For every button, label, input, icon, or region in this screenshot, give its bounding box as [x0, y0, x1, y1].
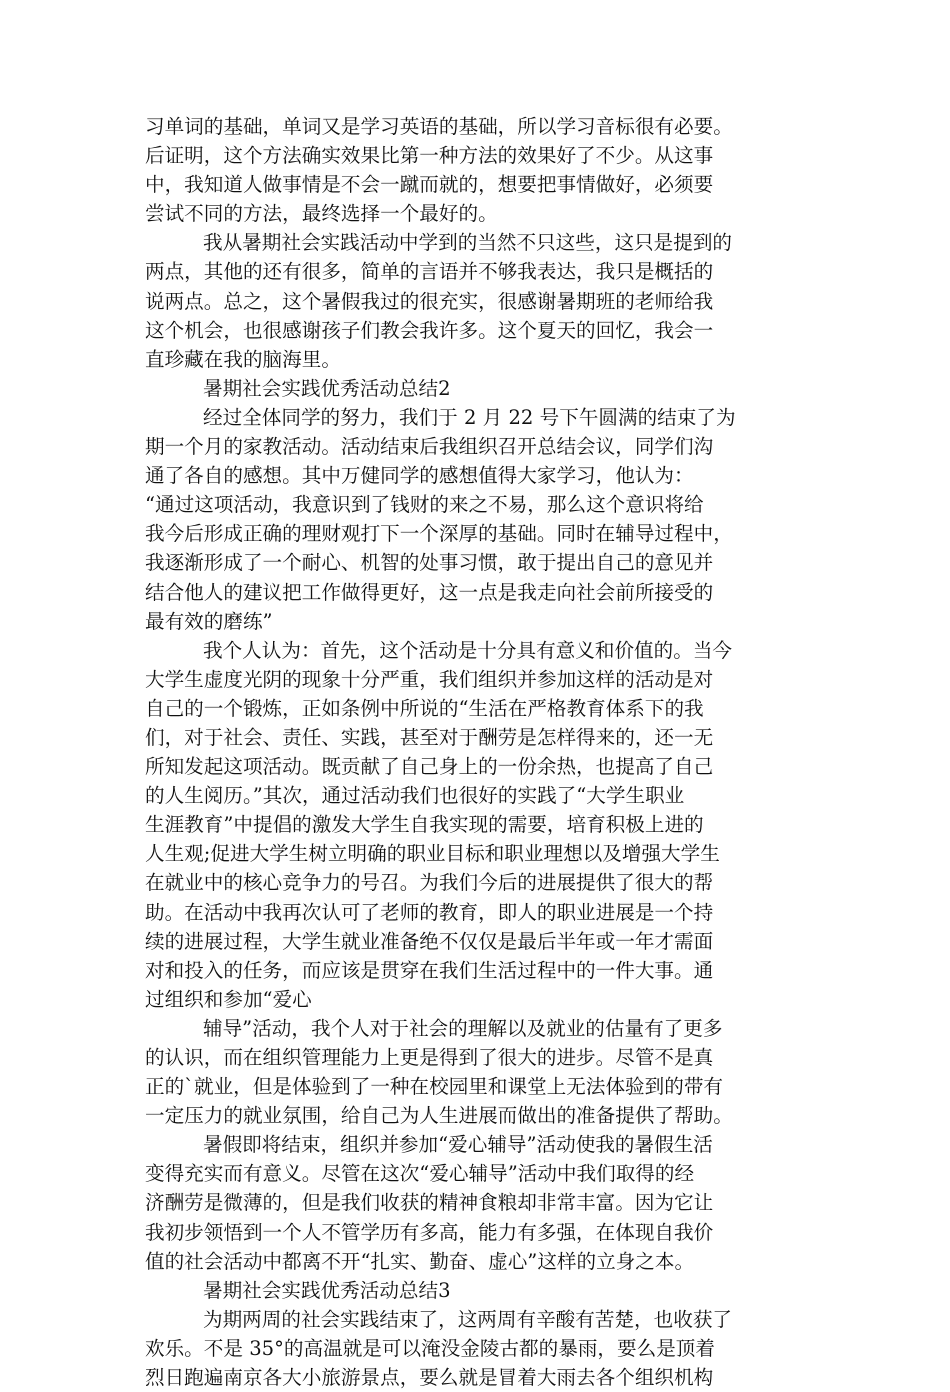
- section-heading: 暑期社会实践优秀活动总结3: [203, 1278, 451, 1302]
- text-line: 助。在活动中我再次认可了老师的教育，即人的职业进展是一个持: [145, 900, 714, 924]
- section-heading: 暑期社会实践优秀活动总结2: [203, 376, 451, 400]
- text-line: 续的进展过程，大学生就业准备绝不仅仅是最后半年或一年才需面: [145, 929, 714, 953]
- text-line: 所知发起这项活动。既贡献了自己身上的一份余热，也提高了自己: [145, 755, 714, 779]
- text-line: 说两点。总之，这个暑假我过的很充实，很感谢暑期班的老师给我: [145, 289, 714, 313]
- text-line: 直珍藏在我的脑海里。: [145, 347, 341, 371]
- text-line: 这个机会，也很感谢孩子们教会我许多。这个夏天的回忆，我会一: [145, 318, 714, 342]
- text-line: 的人生阅历。”其次，通过活动我们也很好的实践了“大学生职业: [145, 784, 685, 808]
- text-line: 值的社会活动中都离不开“扎实、勤奋、虚心”这样的立身之本。: [145, 1249, 695, 1273]
- text-line: 正的`就业，但是体验到了一种在校园里和课堂上无法体验到的带有: [145, 1075, 724, 1099]
- paragraph-first-line: 我从暑期社会实践活动中学到的当然不只这些，这只是提到的: [203, 231, 733, 255]
- text-line: 自己的一个锻炼，正如条例中所说的“生活在严格教育体系下的我: [145, 696, 704, 720]
- text-line: 过组织和参加“爱心: [145, 987, 312, 1011]
- text-line: 大学生虚度光阴的现象十分严重，我们组织并参加这样的活动是对: [145, 667, 714, 691]
- text-line: 对和投入的任务，而应该是贯穿在我们生活过程中的一件大事。通: [145, 958, 714, 982]
- text-line: 两点，其他的还有很多，简单的言语并不够我表达，我只是概括的: [145, 260, 714, 284]
- text-line: 结合他人的建议把工作做得更好，这一点是我走向社会前所接受的: [145, 580, 714, 604]
- text-line: 通了各自的感想。其中万健同学的感想值得大家学习，他认为：: [145, 464, 694, 488]
- paragraph-first-line: 为期两周的社会实践结束了，这两周有辛酸有苦楚，也收获了: [203, 1307, 733, 1331]
- paragraph-first-line: 我个人认为：首先，这个活动是十分具有意义和价值的。当今: [203, 638, 733, 662]
- text-line: 们，对于社会、责任、实践，甚至对于酬劳是怎样得来的，还一无: [145, 725, 714, 749]
- text-line: 济酬劳是微薄的，但是我们收获的精神食粮却非常丰富。因为它让: [145, 1191, 714, 1215]
- text-line: 期一个月的家教活动。活动结束后我组织召开总结会议，同学们沟: [145, 435, 714, 459]
- text-line: 烈日跑遍南京各大小旅游景点，要么就是冒着大雨去各个组织机构: [145, 1366, 714, 1390]
- text-line: 中，我知道人做事情是不会一蹴而就的，想要把事情做好，必须要: [145, 173, 714, 197]
- text-line: 生涯教育”中提倡的激发大学生自我实现的需要，培育积极上进的: [145, 813, 704, 837]
- text-line: 的认识，而在组织管理能力上更是得到了很大的进步。尽管不是真: [145, 1046, 714, 1069]
- text-line: 欢乐。不是 35°的高温就是可以淹没金陵古都的暴雨，要么是顶着: [145, 1336, 715, 1360]
- text-line: 尝试不同的方法，最终选择一个最好的。: [145, 202, 498, 226]
- text-line: 习单词的基础，单词又是学习英语的基础，所以学习音标很有必要。: [145, 115, 733, 138]
- paragraph-first-line: 暑假即将结束，组织并参加“爱心辅导”活动使我的暑假生活: [203, 1133, 713, 1157]
- text-line: “通过这项活动，我意识到了钱财的来之不易，那么这个意识将给: [145, 493, 704, 517]
- text-line: 我逐渐形成了一个耐心、机智的处事习惯，敢于提出自己的意见并: [145, 551, 714, 575]
- text-line: 我初步领悟到一个人不管学历有多高，能力有多强，在体现自我价: [145, 1220, 714, 1244]
- text-line: 人生观;促进大学生树立明确的职业目标和职业理想以及增强大学生: [145, 842, 720, 866]
- text-line: 在就业中的核心竞争力的号召。为我们今后的进展提供了很大的帮: [145, 871, 714, 895]
- paragraph-first-line: 经过全体同学的努力，我们于 2 月 22 号下午圆满的结束了为: [203, 405, 736, 429]
- text-line: 后证明，这个方法确实效果比第一种方法的效果好了不少。从这事: [145, 144, 714, 168]
- text-line: 一定压力的就业氛围，给自己为人生进展而做出的准备提供了帮助。: [145, 1104, 733, 1128]
- body-text: [145, 112, 815, 1392]
- paragraph-first-line: 辅导”活动，我个人对于社会的理解以及就业的估量有了更多: [203, 1016, 723, 1040]
- text-line: 变得充实而有意义。尽管在这次“爱心辅导”活动中我们取得的经: [145, 1162, 695, 1186]
- text-line: 最有效的磨练”: [145, 609, 273, 633]
- text-line: 我今后形成正确的理财观打下一个深厚的基础。同时在辅导过程中，: [145, 522, 733, 546]
